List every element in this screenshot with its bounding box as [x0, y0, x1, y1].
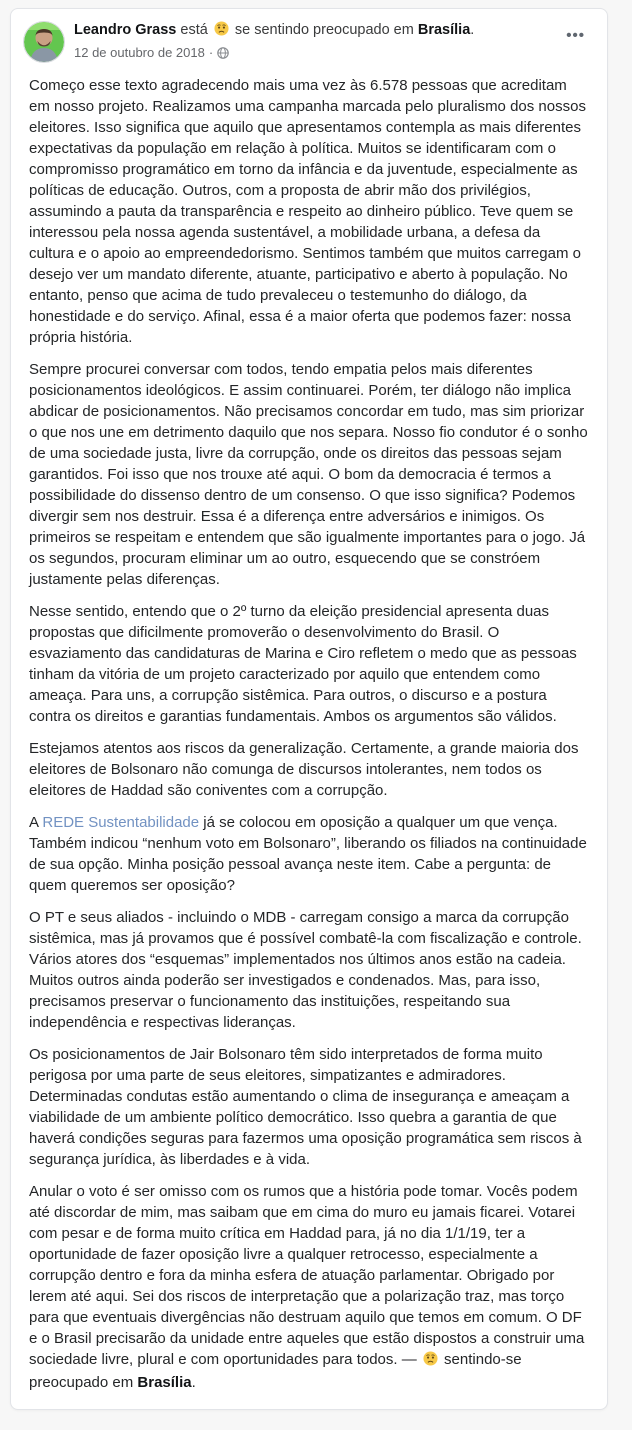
post-paragraph: Nesse sentido, entendo que o 2º turno da eleição presidencial apresenta duas propostas que dificilmente promoverão o desenvolvimento do Brasil. O esvaziamento das candidaturas de Marina e Ciro refletem o medo que as pessoas tinham da vitória de um projeto caracterizado por aquilo que entendem como ameaça. Para uns, a corrupção sistêmica. Para outros, o discurso e a postura contra os direitos e garantias fundamentais. Ambos os argumentos são válidos.	[29, 603, 577, 725]
post-paragraph: Começo esse texto agradecendo mais uma vez às 6.578 pessoas que acreditam em nosso projeto. Realizamos uma campanha marcada pelo pluralismo dos nossos eleitores. Isso significa que aquilo que apresentamos contempla as mais diferentes expectativas da população em relação à política. Muitos se identificaram com o compromisso programático em torno da infância e da juventude, especialmente as políticas de educação. Outros, com a proposta de abrir mão dos privilégios, assumindo a pauta da transparência e respeito ao dinheiro público. Teve quem se interessou pela nossa agenda sustentável, a mobilidade urbana, a defesa da cultura e o apoio ao empreendedorismo. Sentimos também que muitos carregam o desejo ver um mandato diferente, atuante, participativo e aberto à população. No entanto, penso que acima de tudo prevaleceu o testemunho do diálogo, da honestidade e do serviço. Afinal, essa é a maior oferta que podemos fazer: nossa própria história.	[29, 77, 586, 346]
paragraph-text: A	[29, 814, 43, 831]
feeling-suffix: sentindo-se preocupado em	[29, 1351, 522, 1391]
post-body	[11, 67, 607, 1409]
post-paragraph: Estejamos atentos aos riscos da generalização. Certamente, a grande maioria dos eleitores de Bolsonaro não comunga de discursos intolerantes, nem todos os eleitores de Haddad são coniventes com a corrupção.	[29, 740, 579, 799]
header-text	[74, 21, 558, 60]
timestamp-link[interactable]: 12 de outubro de 2018	[74, 45, 205, 60]
status-connector: está	[180, 22, 208, 38]
author-line	[74, 21, 558, 42]
meta-line	[74, 45, 558, 60]
avatar[interactable]	[23, 21, 65, 63]
feeling-text: se sentindo preocupado em	[234, 22, 414, 38]
worried-face-emoji	[214, 21, 229, 42]
rede-sustentabilidade-link[interactable]: REDE Sustentabilidade	[42, 814, 200, 831]
more-options-button[interactable]: •••	[558, 25, 593, 47]
globe-privacy-icon	[217, 47, 229, 59]
paragraph-text: .	[191, 1374, 196, 1391]
paragraph-text: Anular o voto é ser omisso com os rumos que a história pode tomar. Vocês podem até discordar de mim, mas saibam que em cima do muro eu jamais ficarei. Votarei com pesar e de forma muito crítica em Haddad para, já no dia 1/1/19, ter a oportunidade de fazer oposição livre a qualquer retrocesso, especialmente a corrupção dentro e fora da minha esfera de atuação parlamentar. Obrigado por lerem até aqui. Sei dos riscos de interpretação que a polarização traz, mas torço para que eventuais divergências não destruam aquilo que temos em comum. O DF e o Brasil precisarão da unidade entre aqueles que estão dispostos a construir uma sociedade livre, plural e com oportunidades para todos. —	[29, 1183, 585, 1368]
worried-face-emoji	[423, 1351, 438, 1372]
sentence-end: .	[470, 22, 475, 38]
post-header	[11, 9, 607, 67]
post-paragraph: O PT e seus aliados - incluindo o MDB - carregam consigo a marca da corrupção sistêmica, mas já provamos que é possível combatê-la com fiscalização e controle. Vários atores dos “esquemas” implementados nos últimos anos estão na cadeia. Muitos outros ainda poderão ser investigados e condenados. Mas, para isso, precisamos preservar o funcionamento das instituições, respeitando sua independência e respectivas lideranças.	[29, 909, 582, 1031]
post-paragraph	[29, 812, 589, 896]
avatar-photo	[24, 22, 64, 62]
post-paragraph	[29, 1181, 589, 1393]
location-link[interactable]: Brasília	[137, 1374, 192, 1391]
post-paragraph: Os posicionamentos de Jair Bolsonaro têm sido interpretados de forma muito perigosa por uma parte de seus eleitores, simpatizantes e admiradores. Determinadas condutas estão aumentando o clima de insegurança e ameaçam a viabilidade de um ambiente político democrático. Isso quebra a garantia de que haverá condições seguras para fazermos uma oposição programática sem riscos à segurança jurídica, às liberdades e à vida.	[29, 1046, 582, 1168]
author-name-link[interactable]: Leandro Grass	[74, 22, 177, 38]
post-paragraph: Sempre procurei conversar com todos, tendo empatia pelos mais diferentes posicionamentos ideológicos. E assim continuarei. Porém, ter diálogo não implica abdicar de posicionamentos. Não precisamos concordar em tudo, mas sim priorizar o que nos une em detrimento daquilo que nos separa. Nosso fio condutor é o sonho de uma sociedade justa, livre da corrupção, onde os direitos das pessoas sejam garantidos. Foi isso que nos trouxe até aqui. O bom da democracia é termos a possibilidade do dissenso dentro de um consenso. O que isso significa? Podemos divergir sem nos destruir. Essa é a diferença entre adversários e inimigos. Os primeiros se respeitam e entendem que são igualmente importantes para o jogo. Já os segundos, procuram eliminar um ao outro, esquecendo que se constróem justamente pelas diferenças.	[29, 361, 588, 588]
paragraph-text: já se colocou em oposição a qualquer um que vença. Também indicou “nenhum voto em Bolsonaro”, liberando os filiados na continuidade de sua opção. Minha posição pessoal avança neste item. Cabe a pergunta: de quem queremos ser oposição?	[29, 814, 587, 894]
facebook-post-card	[10, 8, 608, 1410]
meta-separator: ·	[208, 45, 214, 60]
location-link[interactable]: Brasília	[417, 22, 471, 38]
